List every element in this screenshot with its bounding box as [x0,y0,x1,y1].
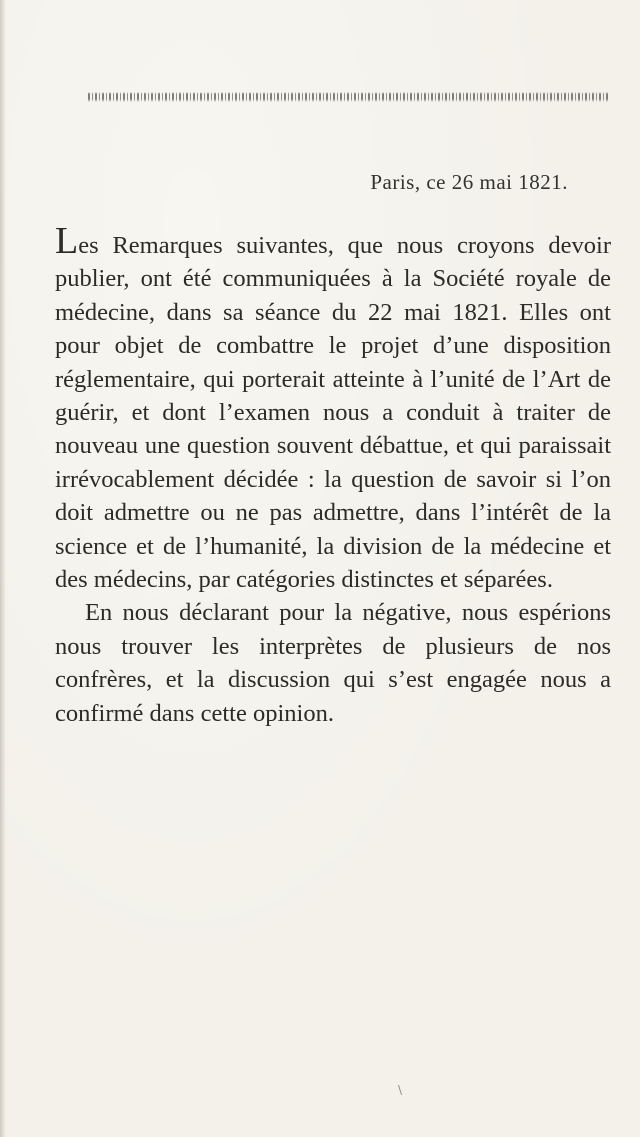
paragraph-2: En nous déclarant pour la négative, nous espérions nous trouver les interprètes de plusieurs de nos confrères, et la discussion qui s’est engagée nous a confirmé dans cette opinion. [55,599,611,727]
page-edge-shadow [0,0,6,1137]
dateline: Paris, ce 26 mai 1821. [370,170,568,194]
ornamental-rule [88,92,610,102]
bottom-mark: \ [398,1083,403,1097]
paragraph-1: Les Remarques suivantes, que nous croyons devoir publier, ont été communiquées à la Société royale de médecine, dans sa séance du 22 mai 1821. Elles ont pour objet de combattre le projet d’une disposition réglementaire, qui porterait atteinte à l’unité de l’Art de guérir, et dont l’examen nous a conduit à traiter de nouveau une question souvent débattue, et qui paraissait irrévocablement décidée : la question de savoir si l’on doit admettre ou ne pas admettre, dans l’intérêt de la science et de l’humanité, la division de la médecine et des médecins, par catégories distinctes et séparées. [55,220,611,594]
body-text [55,222,611,730]
